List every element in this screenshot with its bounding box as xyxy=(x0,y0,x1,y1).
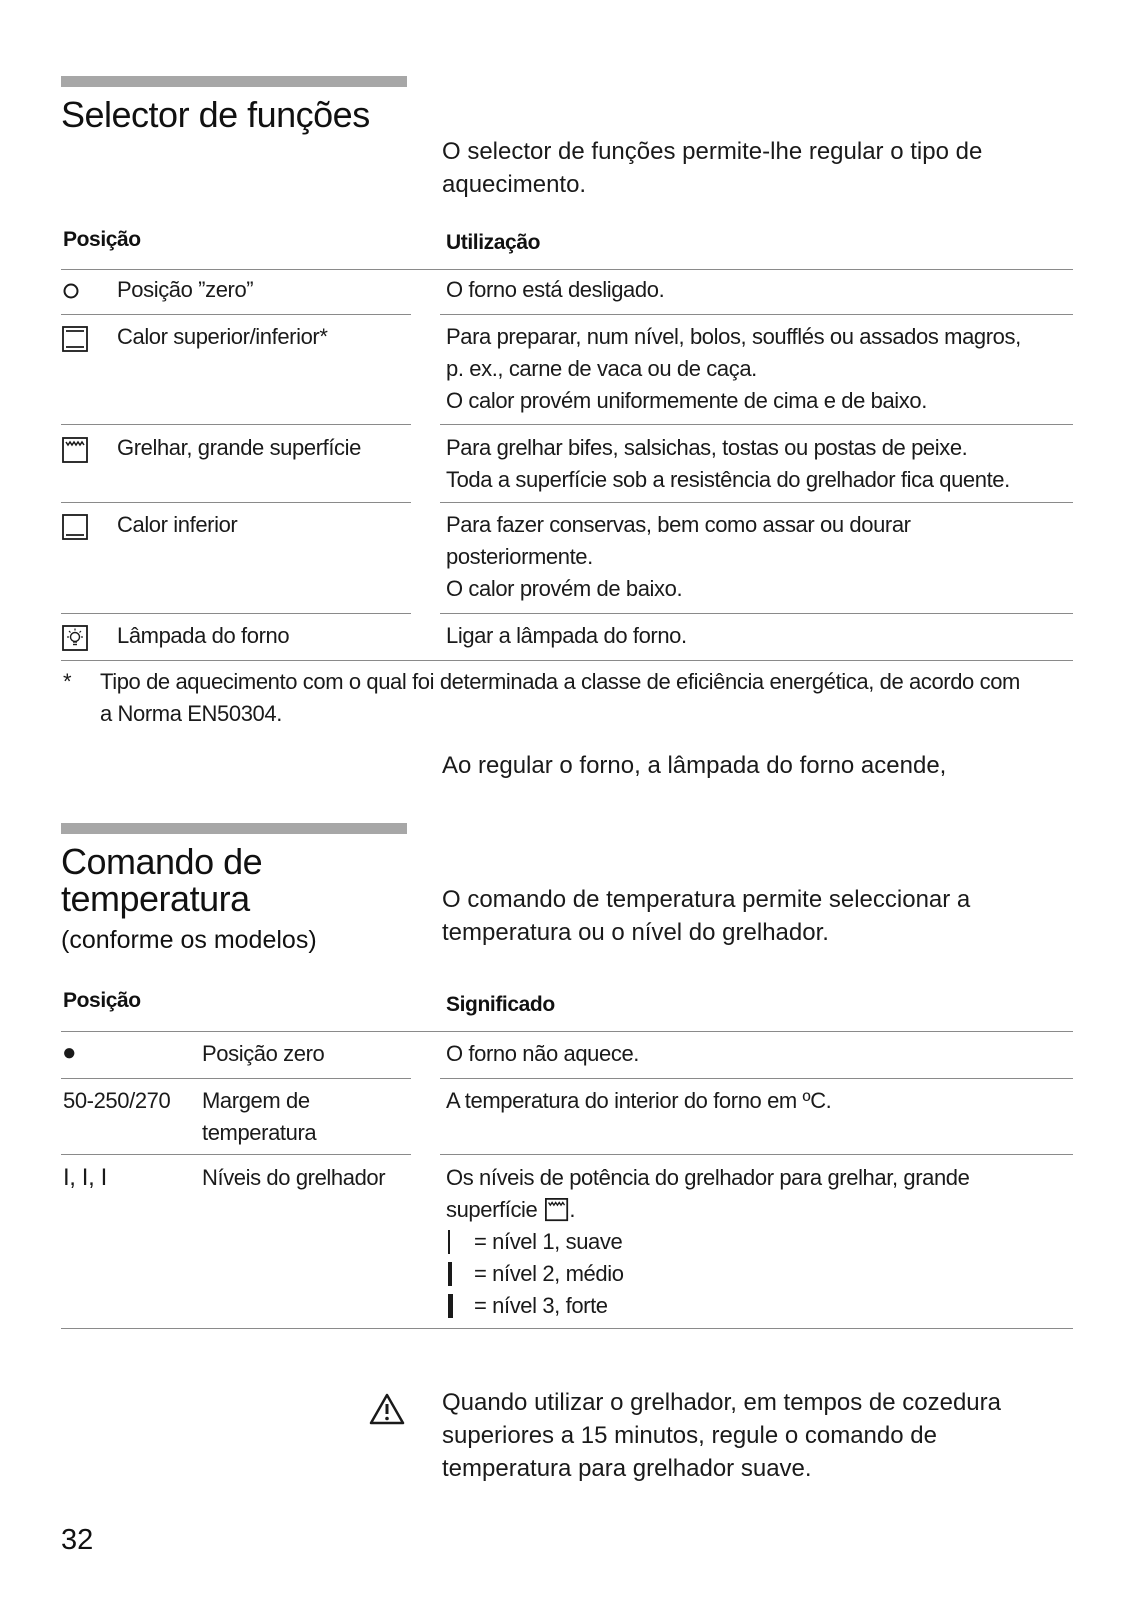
table-rule xyxy=(61,613,411,614)
top-bottom-heat-icon xyxy=(62,326,89,353)
temperature-range: 50-250/270 xyxy=(63,1088,171,1113)
column-header-position: Posição xyxy=(63,989,141,1012)
table-rule xyxy=(61,1154,411,1155)
column-header-meaning: Significado xyxy=(446,993,555,1016)
level-1-bar-icon xyxy=(446,1230,474,1254)
grill-level-2: = nível 2, médio xyxy=(446,1258,1086,1290)
table-rule xyxy=(440,502,1073,503)
grill-large-icon xyxy=(62,437,89,464)
section-subtitle: (conforme os modelos) xyxy=(61,926,317,954)
table-rule xyxy=(440,1154,1073,1155)
table-rule xyxy=(440,314,1073,315)
page-number: 32 xyxy=(61,1524,94,1556)
section-intro: O comando de temperatura permite seleccionar a temperatura ou o nível do grelhador. xyxy=(442,886,971,946)
usage-text: Ligar a lâmpada do forno. xyxy=(446,623,687,648)
grill-level-3: = nível 3, forte xyxy=(446,1290,1086,1322)
warning-icon xyxy=(369,1393,405,1425)
usage-text: Para preparar, num nível, bolos, soufflés ou assados magros, p. ex., carne de vaca ou de caça. O calor provém uniformemente de cima e de baixo. xyxy=(446,324,1021,413)
grill-level-1: = nível 1, suave xyxy=(446,1226,1086,1258)
table-rule xyxy=(61,502,411,503)
position-label: Níveis do grelhador xyxy=(202,1165,386,1190)
grill-levels-symbol: I, I, I xyxy=(63,1164,107,1191)
position-label: Posição zero xyxy=(202,1041,325,1066)
position-label: Posição ”zero” xyxy=(117,277,254,302)
grill-large-icon xyxy=(545,1198,569,1222)
usage-text: O forno está desligado. xyxy=(446,277,665,302)
zero-dot-icon: ● xyxy=(62,1039,77,1066)
table-rule xyxy=(61,424,411,425)
zero-circle-icon xyxy=(62,282,80,300)
warning-text: Quando utilizar o grelhador, em tempos de cozedura superiores a 15 minutos, regule o comando de temperatura para grelhador suave. xyxy=(442,1389,1001,1482)
table-rule xyxy=(61,269,1073,270)
position-label: Margem de temperatura xyxy=(202,1088,317,1145)
table-rule xyxy=(61,660,1073,661)
meaning-text: A temperatura do interior do forno em ºC. xyxy=(446,1088,832,1113)
column-header-usage: Utilização xyxy=(446,231,541,254)
section-title: Comando de xyxy=(61,841,263,882)
meaning-text: Os níveis de potência do grelhador para grelhar, grande superfície . = nível 1, suave = nível 2, médio = nível 3, forte xyxy=(446,1162,1086,1322)
level-3-bar-icon xyxy=(446,1294,474,1318)
section-intro: O selector de funções permite-lhe regular o tipo de aquecimento. xyxy=(442,138,983,198)
usage-text: Para fazer conservas, bem como assar ou dourar posteriormente. O calor provém de baixo. xyxy=(446,512,911,601)
section-title: Selector de funções xyxy=(61,94,370,135)
position-label: Calor inferior xyxy=(117,512,238,537)
table-rule xyxy=(440,1078,1073,1079)
table-rule xyxy=(440,613,1073,614)
usage-text: Para grelhar bifes, salsichas, tostas ou postas de peixe. Toda a superfície sob a resistência do grelhador fica quente. xyxy=(446,435,1010,492)
position-label: Grelhar, grande superfície xyxy=(117,435,361,460)
table-rule xyxy=(61,1078,411,1079)
table-rule xyxy=(61,1328,1073,1329)
oven-lamp-icon xyxy=(62,625,89,652)
lamp-note: Ao regular o forno, a lâmpada do forno acende, xyxy=(442,752,947,779)
column-header-position: Posição xyxy=(63,228,141,251)
section-title: temperatura xyxy=(61,878,250,919)
meaning-text: O forno não aquece. xyxy=(446,1041,639,1066)
footnote: Tipo de aquecimento com o qual foi determinada a classe de eficiência energética, de acordo com a Norma EN50304. xyxy=(100,669,1020,726)
table-rule xyxy=(440,424,1073,425)
position-label: Calor superior/inferior* xyxy=(117,324,328,349)
table-rule xyxy=(61,314,411,315)
footnote-mark: * xyxy=(63,669,72,694)
position-label: Lâmpada do forno xyxy=(117,623,290,648)
section-bar xyxy=(61,823,407,834)
section-bar xyxy=(61,76,407,87)
table-rule xyxy=(61,1031,1073,1032)
bottom-heat-icon xyxy=(62,514,89,541)
level-2-bar-icon xyxy=(446,1262,474,1286)
